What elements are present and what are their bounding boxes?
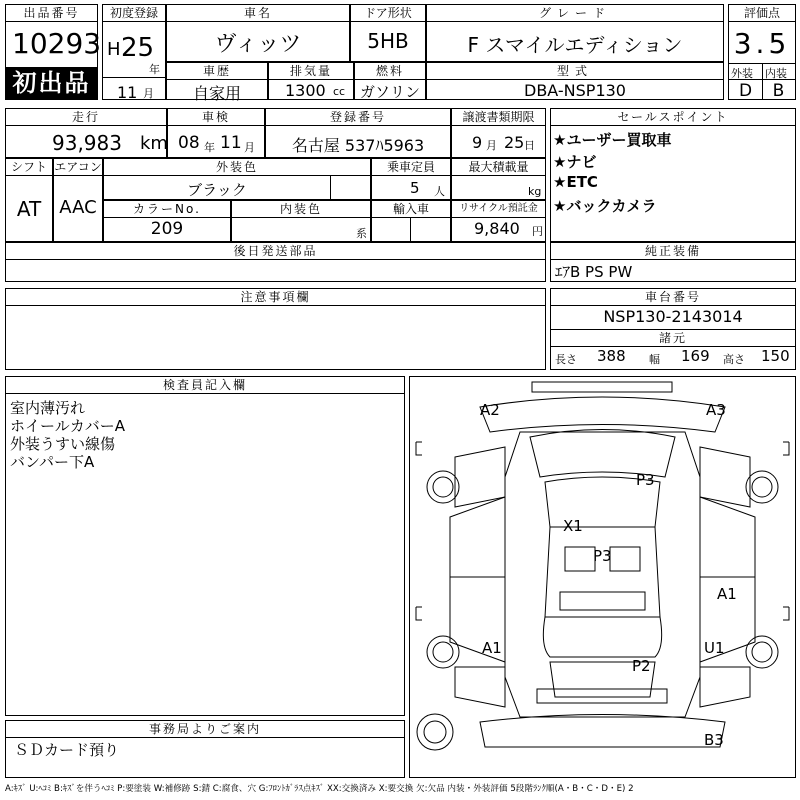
inspector-label: 検査員記入欄 bbox=[6, 377, 404, 394]
damage-mark: P3 bbox=[636, 471, 655, 489]
transfer-day: 25 bbox=[504, 133, 525, 152]
first-reg-label: 初度登録 bbox=[103, 5, 165, 22]
transfer-label: 譲渡書類期限 bbox=[452, 109, 545, 126]
max-load-label: 最大積載量 bbox=[452, 159, 545, 176]
office-box bbox=[5, 720, 405, 778]
lot-number: 10293 bbox=[12, 27, 102, 60]
inspection-box bbox=[167, 108, 265, 158]
mileage-unit: km bbox=[140, 133, 168, 154]
damage-mark: P2 bbox=[632, 657, 651, 675]
history-label: 車歴 bbox=[167, 63, 267, 80]
later-parts-label: 後日発送部品 bbox=[6, 243, 545, 260]
fuel-value: ガソリン bbox=[359, 83, 420, 101]
sales-points-label: セールスポイント bbox=[551, 109, 795, 126]
first-reg-month: 11 bbox=[117, 83, 138, 102]
score-value: 3.5 bbox=[733, 27, 791, 60]
inspector-line: バンパー下A bbox=[10, 453, 95, 471]
later-parts-box bbox=[5, 242, 546, 282]
ext-score: D bbox=[738, 81, 753, 101]
first-reg-year-unit: 年 bbox=[149, 63, 160, 76]
fuel-label: 燃料 bbox=[355, 63, 425, 80]
import-box bbox=[371, 200, 451, 242]
recycle-box bbox=[451, 200, 546, 242]
recycle-label: リサイクル預託金 bbox=[452, 201, 545, 218]
displacement-value: 1300 bbox=[285, 81, 326, 100]
dims-label: 諸元 bbox=[551, 329, 795, 347]
sales-point-item: ★ナビ bbox=[553, 153, 597, 171]
shift-box bbox=[5, 158, 53, 242]
width-value: 169 bbox=[681, 347, 710, 365]
inspector-line: ホイールカバーA bbox=[10, 417, 125, 435]
shift-label: シフト bbox=[6, 159, 52, 176]
sales-point-item: ★ETC bbox=[553, 173, 598, 191]
ac-value: AAC bbox=[59, 197, 97, 218]
capacity-unit: 人 bbox=[434, 185, 445, 198]
chassis-value: NSP130-2143014 bbox=[603, 307, 743, 326]
height-label: 高さ bbox=[723, 353, 745, 366]
score-box bbox=[728, 4, 796, 100]
damage-mark: A2 bbox=[480, 401, 500, 419]
grade-value: F スマイルエディション bbox=[467, 33, 683, 57]
color-no-box bbox=[103, 200, 231, 242]
exterior-value: ブラック bbox=[187, 181, 247, 199]
first-reg-month-unit: 月 bbox=[143, 87, 154, 100]
model-value: DBA-NSP130 bbox=[524, 81, 626, 100]
ac-label: エアコン bbox=[54, 160, 102, 174]
sales-points-box bbox=[550, 108, 796, 242]
transfer-month: 9 bbox=[472, 133, 483, 152]
car-diagram bbox=[409, 376, 796, 778]
import-label: 輸入車 bbox=[372, 201, 450, 218]
recycle-value: 9,840 bbox=[474, 219, 520, 238]
ext-label: 外装 bbox=[731, 67, 753, 80]
transfer-month-unit: 月 bbox=[486, 139, 497, 152]
max-load-box bbox=[451, 158, 546, 200]
notes-box bbox=[5, 288, 546, 370]
color-no-value: 209 bbox=[150, 219, 184, 239]
color-no-label: カラーNo. bbox=[104, 201, 230, 218]
legend-text: A:ｷｽﾞ U:ﾍｺﾐ B:ｷｽﾞを伴うﾍｺﾐ P:要塗装 W:補修跡 S:錆 C:腐食、穴 G:ﾌﾛﾝﾄｶﾞﾗｽ点ｷｽﾞ XX:交換済み X:要交換 欠:欠品 内装・外装評価 5段階ﾗﾝｸ順(A・B・C・D・E) 2 bbox=[5, 784, 634, 794]
lot-label: 出品番号 bbox=[6, 5, 97, 22]
recycle-unit: 円 bbox=[532, 225, 543, 238]
history-box bbox=[166, 62, 268, 103]
interior-box bbox=[231, 200, 371, 242]
notes-label: 注意事項欄 bbox=[6, 289, 545, 306]
score-label: 評価点 bbox=[729, 5, 795, 22]
door-label: ドア形状 bbox=[351, 5, 425, 22]
model-box bbox=[426, 62, 724, 100]
office-label: 事務局よりご案内 bbox=[6, 721, 404, 738]
inspection-month-unit: 月 bbox=[244, 141, 255, 154]
equipment-label: 純正装備 bbox=[551, 243, 795, 260]
damage-mark: B3 bbox=[704, 731, 724, 749]
damage-mark: P3 bbox=[593, 547, 612, 565]
transfer-day-unit: 日 bbox=[524, 139, 535, 152]
door-value: 5HB bbox=[367, 29, 409, 53]
history-value: 自家用 bbox=[192, 84, 241, 103]
inspector-box bbox=[5, 376, 405, 716]
first-listing-badge: 初出品 bbox=[6, 67, 97, 99]
inspection-year: 08 bbox=[178, 133, 200, 153]
interior-label: 内装色 bbox=[232, 201, 370, 218]
inspector-line: 外装うすい線傷 bbox=[10, 435, 116, 453]
width-label: 幅 bbox=[649, 353, 660, 366]
ac-box bbox=[53, 158, 103, 242]
grade-box bbox=[426, 4, 724, 62]
door-box bbox=[350, 4, 426, 62]
interior-unit: 系 bbox=[356, 227, 367, 240]
equipment-value: ｴｱB PS PW bbox=[555, 263, 633, 281]
car-name-value: ヴィッツ bbox=[214, 32, 302, 57]
displacement-label: 排気量 bbox=[269, 63, 353, 80]
max-load-unit: kg bbox=[528, 185, 542, 198]
chassis-label: 車台番号 bbox=[551, 289, 795, 306]
length-value: 388 bbox=[597, 347, 626, 365]
height-value: 150 bbox=[761, 347, 790, 365]
equipment-box bbox=[550, 242, 796, 282]
fuel-box bbox=[354, 62, 426, 100]
plate-label: 登録番号 bbox=[266, 109, 450, 126]
first-reg-era: H bbox=[107, 39, 121, 60]
sales-point-item: ★ユーザー買取車 bbox=[553, 131, 672, 149]
capacity-value: 5 bbox=[410, 179, 420, 197]
mileage-value: 93,983 bbox=[52, 131, 122, 155]
damage-mark: A1 bbox=[717, 585, 737, 603]
plate-box bbox=[265, 108, 451, 158]
capacity-label: 乗車定員 bbox=[372, 159, 450, 176]
car-name-label: 車名 bbox=[167, 5, 349, 22]
displacement-box bbox=[268, 62, 354, 100]
model-label: 型式 bbox=[427, 63, 723, 80]
inspection-year-unit: 年 bbox=[204, 141, 215, 154]
first-reg-year: 25 bbox=[121, 33, 155, 63]
damage-mark: X1 bbox=[563, 517, 583, 535]
int-label: 内装 bbox=[765, 67, 787, 80]
exterior-label: 外装色 bbox=[104, 159, 370, 176]
damage-mark: U1 bbox=[704, 639, 725, 657]
inspector-line: 室内薄汚れ bbox=[10, 399, 86, 417]
damage-mark: A1 bbox=[482, 639, 502, 657]
shift-value: AT bbox=[16, 197, 42, 221]
transfer-box bbox=[451, 108, 546, 158]
chassis-box bbox=[550, 288, 796, 370]
capacity-box bbox=[371, 158, 451, 200]
displacement-unit: cc bbox=[333, 85, 346, 98]
length-label: 長さ bbox=[555, 353, 577, 366]
damage-mark: A3 bbox=[706, 401, 726, 419]
office-value: ＳＤカード預り bbox=[14, 741, 120, 759]
first-reg-box bbox=[102, 4, 166, 100]
exterior-box bbox=[103, 158, 371, 200]
car-name-box bbox=[166, 4, 350, 62]
lot-box bbox=[5, 4, 102, 100]
plate-value: 名古屋 537ﾊ5963 bbox=[291, 136, 425, 155]
inspection-month: 11 bbox=[220, 133, 242, 153]
sales-point-item: ★バックカメラ bbox=[553, 197, 657, 215]
inspection-label: 車検 bbox=[168, 109, 264, 126]
mileage-box bbox=[5, 108, 167, 158]
mileage-label: 走行 bbox=[6, 109, 166, 126]
int-score: B bbox=[772, 81, 785, 101]
grade-label: グレード bbox=[427, 5, 723, 22]
car-outline-diagram bbox=[410, 377, 795, 777]
